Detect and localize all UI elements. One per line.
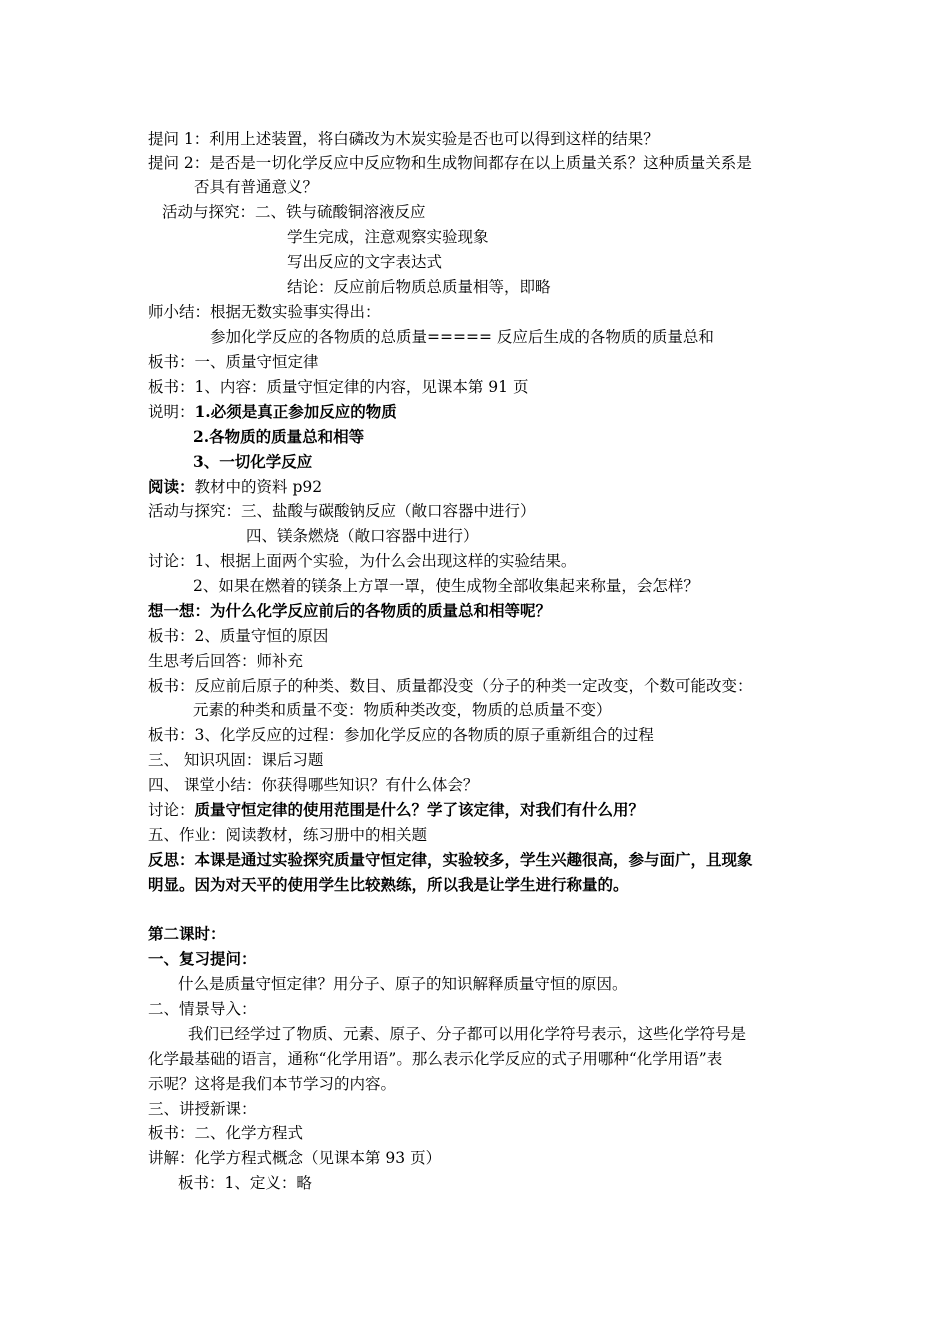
question-2: 提问 2：是否是一切化学反应中反应物和生成物间都存在以上质量关系？这种质量关系是 — [148, 154, 752, 172]
discussion-label: 讨论： — [148, 801, 195, 819]
think-question: 想一想：为什么化学反应前后的各物质的质量总和相等呢？ — [148, 601, 552, 620]
intro-paragraph: 化学最基础的语言，通称“化学用语”。那么表示化学反应的式子用哪种“化学用语”表 — [148, 1050, 723, 1068]
homework: 五、作业：阅读教材，练习册中的相关题 — [148, 826, 428, 844]
board-content: 板书：1、内容：质量守恒定律的内容，见课本第 91 页 — [148, 378, 529, 396]
activity-conclusion: 结论：反应前后物质总质量相等，即略 — [287, 278, 551, 296]
reflection: 反思：本课是通过实验探究质量守恒定律，实验较多，学生兴趣很高，参与面广，且现象 — [148, 850, 753, 869]
lesson-section: 四、 课堂小结：你获得哪些知识？有什么体会？ — [148, 776, 479, 794]
lesson-section: 三、 知识巩固：课后习题 — [148, 751, 324, 769]
intro-paragraph: 我们已经学过了物质、元素、原子、分子都可以用化学符号表示，这些化学符号是 — [188, 1025, 747, 1043]
activity-heading: 活动与探究：二、铁与硫酸铜溶液反应 — [162, 203, 426, 221]
student-answer: 生思考后回答：师补充 — [148, 652, 304, 670]
board-content: 板书：3、化学反应的过程：参加化学反应的各物质的原子重新组合的过程 — [148, 726, 654, 744]
question-2-continued: 否具有普通意义？ — [194, 178, 319, 196]
activity-step: 学生完成，注意观察实验现象 — [287, 228, 489, 246]
explanation-item: 3、一切化学反应 — [193, 452, 313, 471]
board-content-continued: 元素的种类和质量不变：物质种类改变，物质的总质量不变） — [193, 701, 612, 719]
intro-paragraph: 示呢？这将是我们本节学习的内容。 — [148, 1075, 397, 1093]
reading-label: 阅读： — [148, 477, 195, 496]
reading-text: 教材中的资料 p92 — [194, 478, 323, 496]
teacher-summary: 师小结：根据无数实验事实得出： — [148, 303, 381, 321]
question-1: 提问 1：利用上述装置，将白磷改为木炭实验是否也可以得到这样的结果？ — [148, 130, 659, 148]
intro-heading: 二、情景导入： — [148, 1000, 257, 1018]
review-question: 什么是质量守恒定律？用分子、原子的知识解释质量守恒的原因。 — [178, 975, 628, 993]
board-content: 板书：反应前后原子的种类、数目、质量都没变（分子的种类一定改变，个数可能改变： — [148, 677, 753, 695]
explanation-item: 2.各物质的质量总和相等 — [193, 427, 365, 446]
activity-heading: 活动与探究：三、盐酸与碳酸钠反应（敞口容器中进行） — [148, 502, 536, 520]
discussion-item — [148, 799, 644, 821]
explanation-item — [148, 401, 397, 423]
discussion-item: 2、如果在燃着的镁条上方罩一罩，使生成物全部收集起来称量，会怎样？ — [193, 577, 699, 595]
board-definition: 板书：1、定义：略 — [178, 1174, 312, 1192]
activity-heading: 四、镁条燃烧（敞口容器中进行） — [246, 527, 479, 545]
conservation-statement: 参加化学反应的各物质的总质量===== 反应后生成的各物质的质量总和 — [210, 328, 714, 346]
explanation-text: 1.必须是真正参加反应的物质 — [194, 402, 397, 421]
discussion-item: 讨论：1、根据上面两个实验，为什么会出现这样的实验结果。 — [148, 552, 577, 570]
review-heading: 一、复习提问： — [148, 949, 257, 968]
activity-step: 写出反应的文字表达式 — [287, 253, 443, 271]
reflection-continued: 明显。因为对天平的使用学生比较熟练，所以我是让学生进行称量的。 — [148, 875, 629, 894]
board-heading: 板书：2、质量守恒的原因 — [148, 627, 329, 645]
new-lesson-heading: 三、讲授新课： — [148, 1100, 257, 1118]
board-heading: 板书：二、化学方程式 — [148, 1124, 304, 1142]
reading-item — [148, 476, 322, 498]
discussion-text: 质量守恒定律的使用范围是什么？学了该定律，对我们有什么用？ — [194, 800, 645, 819]
lecture-note: 讲解：化学方程式概念（见课本第 93 页） — [148, 1149, 442, 1167]
board-heading: 板书：一、质量守恒定律 — [148, 353, 319, 371]
explanation-label: 说明： — [148, 403, 195, 421]
second-lesson-title: 第二课时： — [148, 924, 226, 943]
